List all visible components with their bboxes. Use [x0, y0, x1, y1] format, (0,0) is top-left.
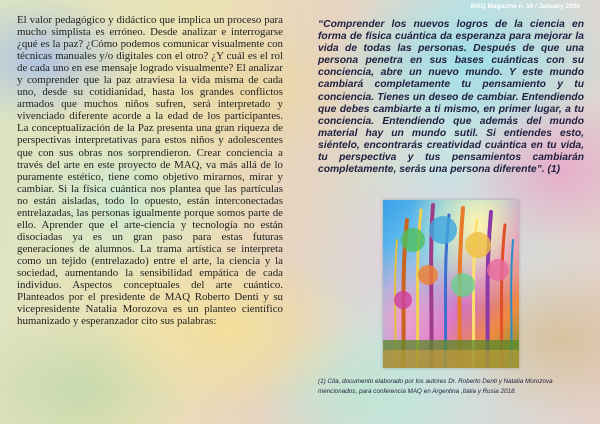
footnote: (1) Cita, documento elaborado por los autores Dr. Roberto Denti y Natalia Morozova mencionados, para conferencia MAQ en Argentina ,Italia y Rusia 2018.: [318, 378, 553, 395]
quote-block: “Comprender los nuevos logros de la ciencia en forma de física cuántica da esperanza para mejorar la vida de todas las personas. Después de que una persona penetra en sus bases cuánticas con su conciencia, abre un nuevo mundo. Y este mundo cambiará completamente tu pensamiento y tu conciencia. Tienes un deseo de cambiar. Entendiendo que debes cambiarte a ti mismo, en primer lugar, a tu conciencia. Entendiendo que además del mundo material hay un mundo sutil. Si entiendes esto, siéntelo, encontrarás creatividad cuántica en tu vida, tu perspectiva y tus pensamientos cambiarán completamente, serás una persona diferente”. (1): [318, 19, 584, 176]
artwork-image: [383, 200, 519, 368]
left-column-body-text: El valor pedagógico y didáctico que implica un proceso para mucho simplista es erróneo. Desde analizar e interrogarse ¿qué es la paz? ¿Cómo podemos comunicar visualmente con técnicas manuales y/o digitales con el otro? ¿Y cuál es el rol de cada uno en ese mensaje logrado visualmente? El analizar y comprender que la paz atraviesa la vida misma de cada uno, desde su cotidianidad, hasta los grandes conflictos armados que muchos niños sufren, será interpretado y vivenciado diferente acorde a la edad de los participantes. La conceptualización de la Paz presenta una gran riqueza de perspectivas interpretativas para estos niños y adolescentes que con sus obras nos sorprendieron. Crear conciencia a través del arte en este proyecto de MAQ, va más allá de lo puramente estético, tiene como objetivo mirarnos, mirar y cambiar. Si la física cuántica nos plantea que las partículas no están aisladas, todo lo opuesto, están interconectadas entrelazadas, las personas igualmente porque somos parte de ello. Aprender que el arte-ciencia y tecnología no están disociadas ya es un gran paso para estas futuras generaciones de alumnos. La trama artística se interpreta como un tejido (entrelazado) entre el arte, la ciencia y la sociedad, aumentando la sensibilidad empática de cada individuo. Aspectos conceptuales del arte cuántico. Planteados por el presidente de MAQ Roberto Denti y su vicepresidente Natalia Morozova es un planteo científico humanizado y esperanzador cito sus palabras:: [17, 14, 283, 328]
page-fold: [299, 0, 301, 424]
magazine-issue-header: MAQ Magazine n. 16 / January 2020: [470, 3, 580, 10]
